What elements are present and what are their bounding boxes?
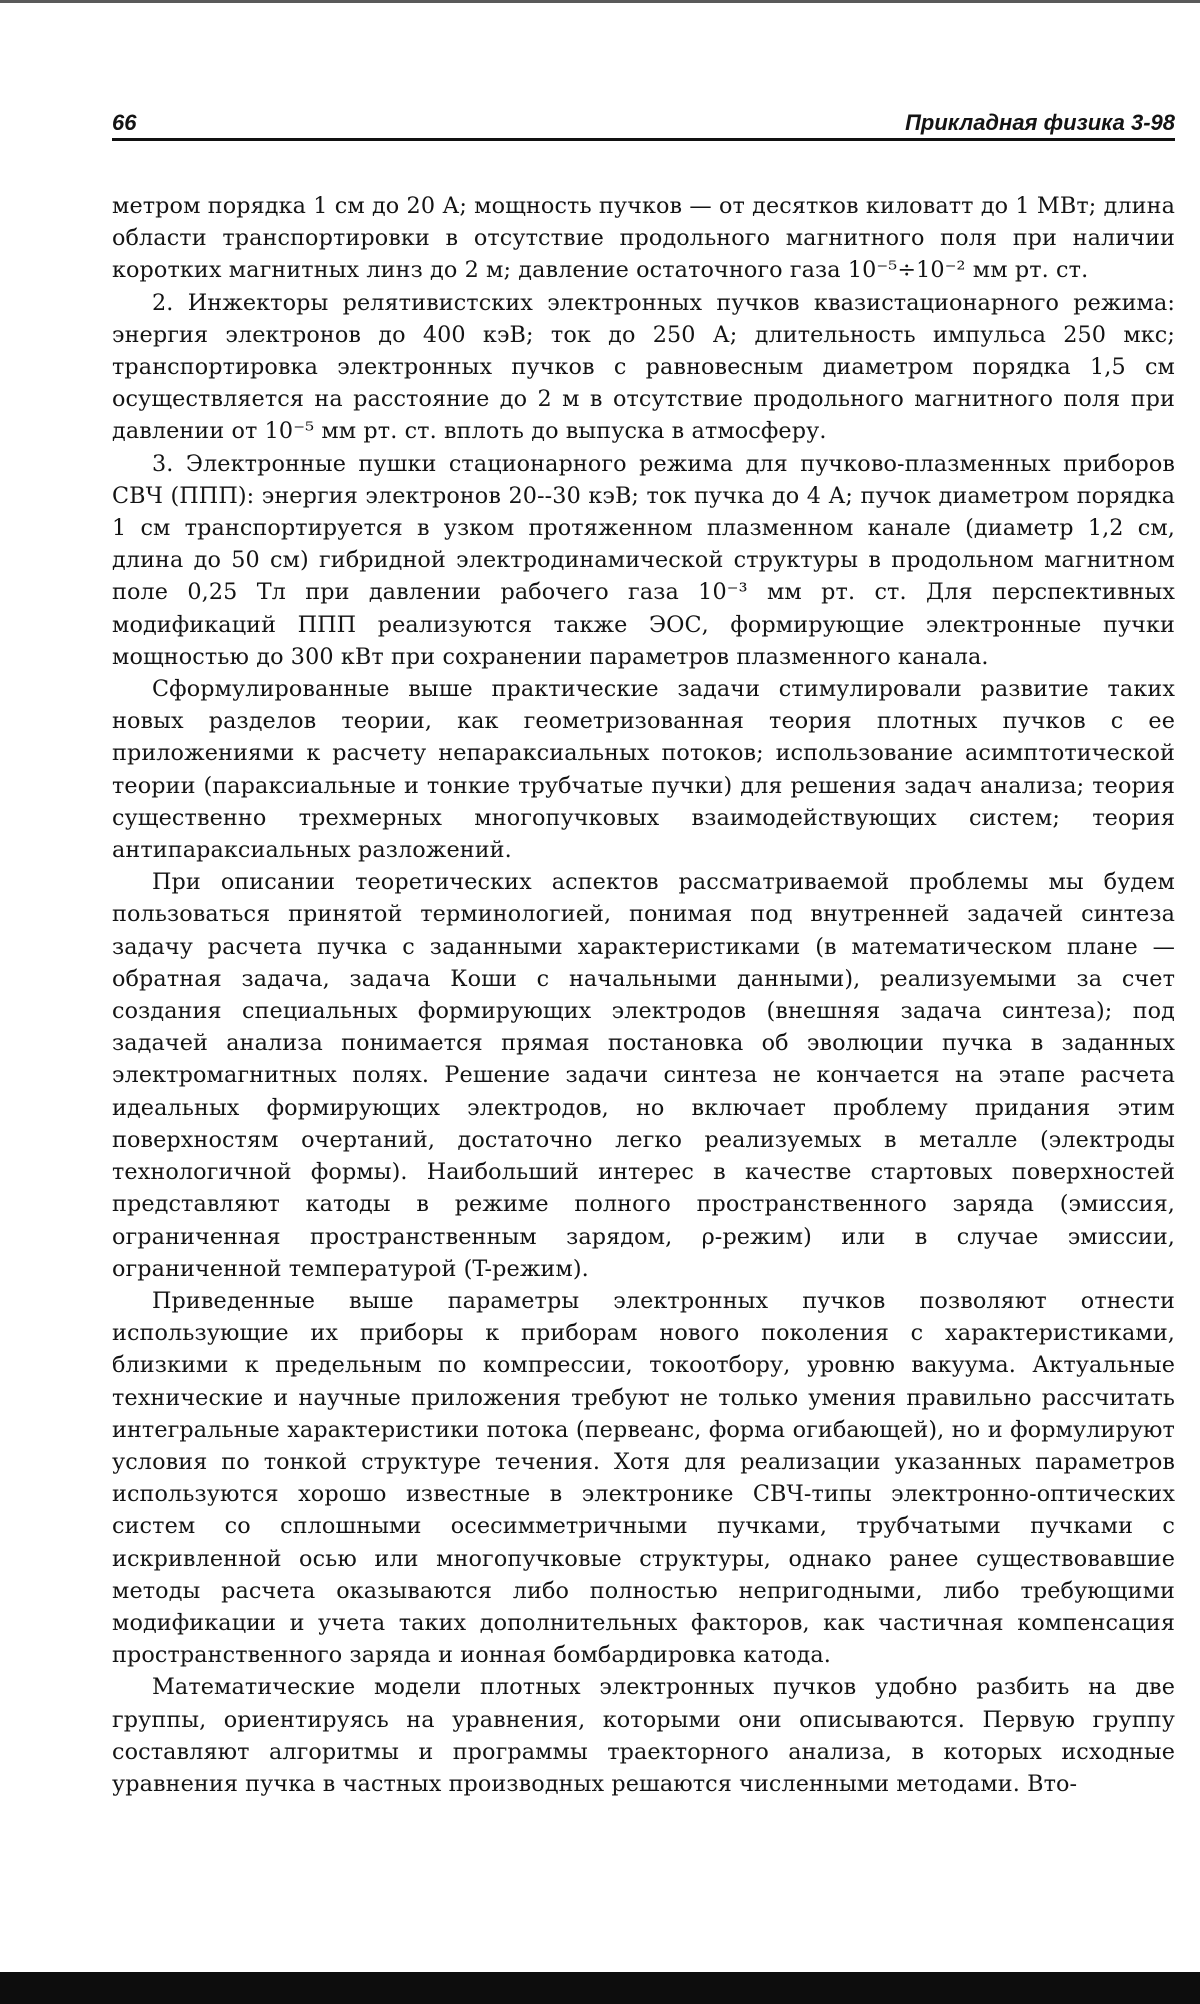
paragraph-3: 3. Электронные пушки стационарного режима для пучково-плазменных приборов СВЧ (ППП): энергия электронов 20--30 кэВ; ток пучка до 4 А; пучок диаметром порядка 1 см транспортируется в узком протяженном плазменном канале (диаметр 1,2 см, длина до 50 см) гибридной электродинамической структуры в продольном магнитном поле 0,25 Тл при давлении рабочего газа 10⁻³ мм рт. ст. Для перспективных модификаций ППП реализуются также ЭОС, формирующие электронные пучки мощностью до 300 кВт при сохранении параметров плазменного канала. bbox=[112, 450, 1175, 670]
bottom-scan-edge bbox=[0, 1972, 1200, 2004]
paragraph-5: При описании теоретических аспектов рассматриваемой проблемы мы будем пользоваться принятой терминологией, понимая под внутренней задачей синтеза задачу расчета пучка с заданными характеристиками (в математическом плане — обратная задача, задача Коши с начальными данными), реализуемыми за счет создания специальных формирующих электродов (внешняя задача синтеза); под задачей анализа понимается прямая постановка об эволюции пучка в заданных электромагнитных полях. Решение задачи синтеза не кончается на этапе расчета идеальных формирующих электродов, но включает проблему придания этим поверхностям очертаний, достаточно легко реализуемых в металле (электроды технологичной формы). Наибольший интерес в качестве стартовых поверхностей представляют катоды в режиме полного пространственного заряда (эмиссия, ограниченная пространственным зарядом, ρ-режим) или в случае эмиссии, ограниченной температурой (T-режим). bbox=[112, 869, 1175, 1282]
running-header bbox=[112, 108, 1175, 141]
paragraph-4: Сформулированные выше практические задачи стимулировали развитие таких новых разделов теории, как геометризованная теория плотных пучков с ее приложениями к расчету непараксиальных потоков; использование асимптотической теории (параксиальные и тонкие трубчатые пучки) для решения задач анализа; теория существенно трехмерных многопучковых взаимодействующих систем; теория антипараксиальных разложений. bbox=[112, 676, 1175, 864]
paragraph-2: 2. Инжекторы релятивистских электронных пучков квазистационарного режима: энергия электронов до 400 кэВ; ток до 250 А; длительность импульса 250 мкс; транспортировка электронных пучков с равновесным диаметром порядка 1,5 см осуществляется на расстояние до 2 м в отсутствие продольного магнитного поля при давлении от 10⁻⁵ мм рт. ст. вплоть до выпуска в атмосферу. bbox=[112, 289, 1175, 445]
top-scan-rule bbox=[0, 0, 1200, 3]
paragraph-6: Приведенные выше параметры электронных пучков позволяют отнести использующие их приборы к приборам нового поколения с характеристиками, близкими к предельным по компрессии, токоотбору, уровню вакуума. Актуальные технические и научные приложения требуют не только умения правильно рассчитать интегральные характеристики потока (первеанс, форма огибающей), но и формулируют условия по тонкой структуре течения. Хотя для реализации указанных параметров используются хорошо известные в электронике СВЧ-типы электронно-оптических систем со сплошными осесимметричными пучками, трубчатыми пучками с искривленной осью или многопучковые структуры, однако ранее существовавшие методы расчета оказываются либо полностью непригодными, либо требующими модификации и учета таких дополнительных факторов, как частичная компенсация пространственного заряда и ионная бомбардировка катода. bbox=[112, 1287, 1175, 1669]
journal-title: Прикладная физика 3-98 bbox=[905, 110, 1175, 135]
paragraph-1: метром порядка 1 см до 20 А; мощность пучков — от десятков киловатт до 1 МВт; длина области транспортировки в отсутствие продольного магнитного поля при наличии коротких магнитных линз до 2 м; давление остаточного газа 10⁻⁵÷10⁻² мм рт. ст. bbox=[112, 193, 1175, 284]
body-text bbox=[112, 190, 1175, 1800]
paragraph-7: Математические модели плотных электронных пучков удобно разбить на две группы, ориентируясь на уравнения, которыми они описываются. Первую группу составляют алгоритмы и программы траекторного анализа, в которых исходные уравнения пучка в частных производных решаются численными методами. Вто- bbox=[112, 1674, 1175, 1797]
page-number: 66 bbox=[112, 110, 137, 135]
